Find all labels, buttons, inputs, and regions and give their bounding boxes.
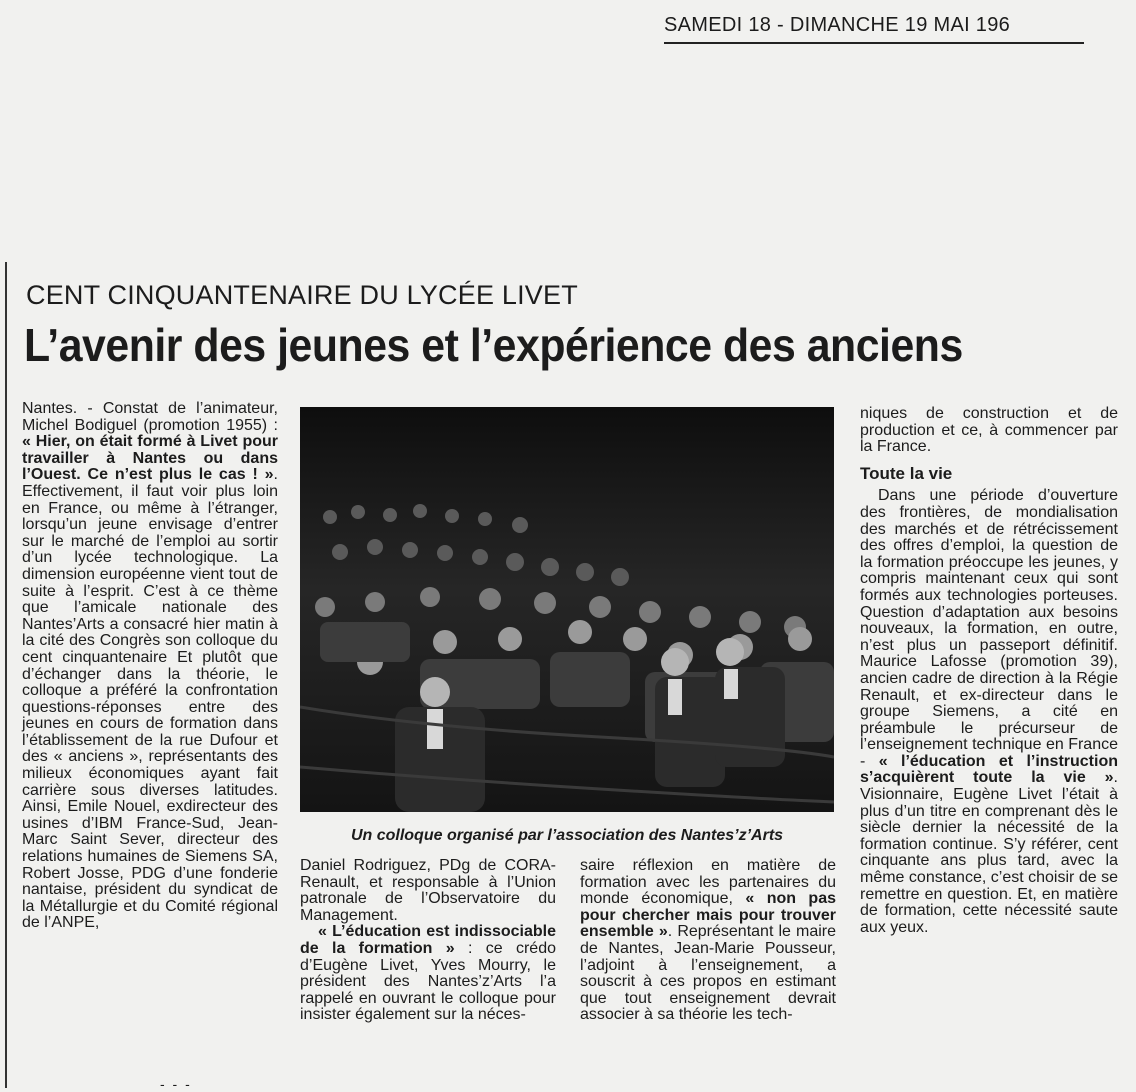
headline: L’avenir des jeunes et l’expérience des anciens: [24, 319, 963, 371]
text-run: : ce crédo d’Eugène Livet, Yves Mourry, le président des Nantes’z’Arts l’a rappelé en ouvrant le colloque pour insister également sur la néces-: [300, 939, 556, 1024]
article-column-4: [860, 406, 1118, 936]
article-column-1: [22, 401, 278, 932]
article-column-2: [300, 858, 556, 1024]
photo-illustration: [300, 407, 834, 812]
photo-conference-audience: [300, 407, 834, 812]
text-run: Dans une période d’ouverture des frontières, de mondialisation des marchés et de rétrécissement des offres d’emploi, la question de la formation préoccupe les jeunes, y compris maintenant ceux qui sont formés aux technologies porteuses. Question d’adaptation aux besoins nouveaux, la formation, en outre, n’est plus un passeport définitif. Maurice Lafosse (promotion 39), ancien cadre de direction à la Régie Renault, et ex-directeur dans le groupe Siemens, a cité en préambule le précurseur de l’enseignement technique en France -: [860, 487, 1118, 770]
column-rule: [5, 262, 7, 1088]
quote-bold: « non pas pour chercher mais pour trouver ensemble »: [580, 890, 836, 941]
quote-bold: « L’éducation est indissociable de la formation »: [300, 923, 556, 957]
section-subhead: Toute la vie: [860, 463, 953, 483]
quote-bold: « Hier, on était formé à Livet pour travailler à Nantes ou dans l’Ouest. Ce n’est plus le cas ! »: [22, 433, 278, 484]
dateline: SAMEDI 18 - DIMANCHE 19 MAI 196: [664, 14, 1011, 36]
text-run: . Représentant le maire de Nantes, Jean-Marie Pousseur, l’adjoint à l’enseignement, a souscrit à ces propos en estimant que tout enseignement devrait associer à sa théorie les tech-: [580, 923, 836, 1024]
paragraph: niques de construction et de production et ce, à commencer par la France.: [860, 405, 1118, 456]
text-run: Nantes. - Constat de l’animateur, Michel Bodiguel (promotion 1955) :: [22, 400, 278, 434]
paragraph: [300, 924, 556, 1024]
text-run: . Visionnaire, Eugène Livet l’était à plus d’un titre en comprenant dès le siècle dernier la nécessité de la formation continue. S’y référer, cent cinquante ans plus tard, avec la même constance, c’est choisir de se remettre en question. Et, en matière de formation, cette nécessité saute aux yeux.: [860, 769, 1118, 936]
photo-caption: Un colloque organisé par l’association des Nantes’z’Arts: [350, 827, 784, 844]
text-run: saire réflexion en matière de formation avec les partenaires du monde économique,: [580, 857, 836, 908]
paragraph: [22, 401, 278, 932]
text-run: . Effectivement, il faut voir plus loin en France, ou même à l’étranger, lorsqu’un jeune envisage d’entrer sur le marché de l’emploi au sortir d’un lycée technologique. La dimension européenne vient tout de suite à l’esprit. C’est à ce thème que l’amicale nationale des Nantes’Arts a consacré hier matin à la cité des Congrès son colloque du cent cinquantenaire Et plutôt que d’échanger dans la théorie, le colloque a préféré la confrontation questions-réponses entre des jeunes en cours de formation dans l’établissement de la rue Dufour et des « anciens », représentants des milieux économiques ayant fait carrière sous diverses latitudes. Ainsi, Emile Nouel, exdirecteur des usines d’IBM France-Sud, Jean-Marc Saint Sever, directeur des relations humaines de Siemens SA, Robert Josse, PDG d’une fonderie nantaise, président du syndicat de la Métallurgie et du Comité régional de l’ANPE,: [22, 466, 278, 932]
dateline-rule: [664, 42, 1084, 44]
footer-mark: - - -: [160, 1076, 192, 1092]
paragraph: [580, 858, 836, 1024]
kicker: CENT CINQUANTENAIRE DU LYCÉE LIVET: [26, 280, 578, 310]
quote-bold: « l’éducation et l’instruction s’acquièrent toute la vie »: [860, 752, 1118, 787]
paragraph: [860, 488, 1118, 936]
article-column-3: [580, 858, 836, 1024]
paragraph: Daniel Rodriguez, PDg de CORA-Renault, et responsable à l’Union patronale de l’Observatoire du Management.: [300, 857, 556, 924]
